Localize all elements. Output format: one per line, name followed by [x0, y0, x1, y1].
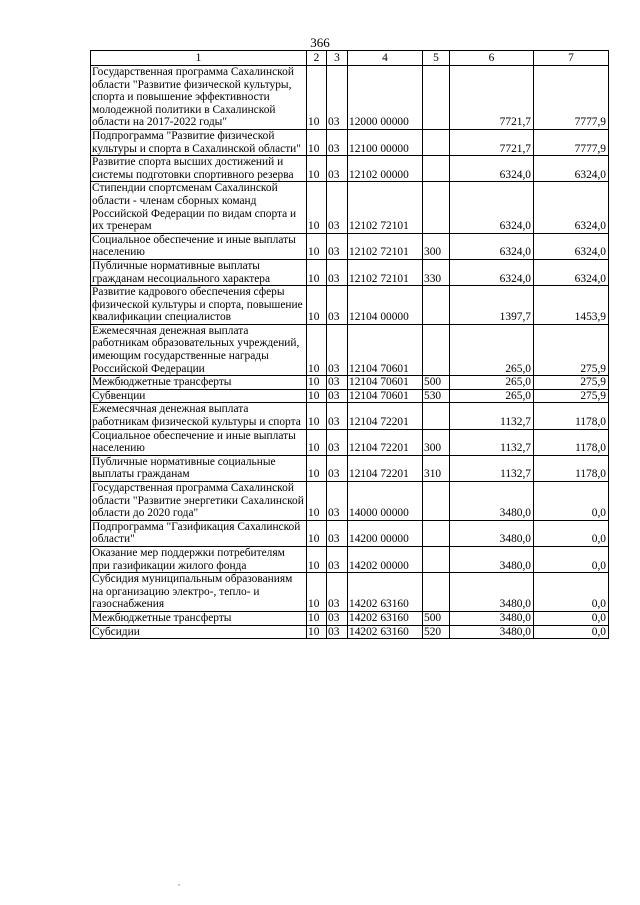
table-row [91, 520, 609, 546]
row-subsection: 03 [327, 233, 348, 259]
page-number: 366 [310, 35, 330, 50]
row-name: Межбюджетные трансферты [91, 376, 307, 390]
row-section: 10 [307, 66, 327, 130]
row-target-article: 12102 72101 [348, 233, 423, 259]
table-row [91, 403, 609, 429]
row-amount-col7: 7777,9 [534, 66, 609, 130]
row-section: 10 [307, 520, 327, 546]
row-expense-type: 300 [423, 233, 450, 259]
row-amount-col6: 3480,0 [450, 482, 534, 521]
header-row [91, 51, 609, 66]
row-expense-type [423, 546, 450, 572]
column-header: 4 [348, 51, 423, 66]
column-header: 1 [91, 51, 307, 66]
row-amount-col6: 1132,7 [450, 403, 534, 429]
row-section: 10 [307, 129, 327, 155]
row-amount-col6: 1132,7 [450, 429, 534, 455]
column-header: 2 [307, 51, 327, 66]
row-expense-type [423, 182, 450, 233]
row-amount-col7: 0,0 [534, 611, 609, 625]
row-section: 10 [307, 455, 327, 481]
table-body [91, 66, 609, 639]
row-amount-col7: 6324,0 [534, 156, 609, 182]
row-amount-col7: 0,0 [534, 520, 609, 546]
row-expense-type [423, 403, 450, 429]
row-name: Субсидии [91, 625, 307, 639]
row-subsection: 03 [327, 129, 348, 155]
row-expense-type: 530 [423, 389, 450, 403]
row-amount-col6: 7721,7 [450, 66, 534, 130]
table-row [91, 376, 609, 390]
row-name: Стипендии спортсменам Сахалинской области - членам сборных команд Российской Федерации по видам спорта и их тренерам [91, 182, 307, 233]
row-name: Развитие спорта высших достижений и системы подготовки спортивного резерва [91, 156, 307, 182]
row-target-article: 12100 00000 [348, 129, 423, 155]
row-amount-col6: 3480,0 [450, 520, 534, 546]
row-name: Социальное обеспечение и иные выплаты населению [91, 429, 307, 455]
row-name: Государственная программа Сахалинской области "Развитие физической культуры, спорта и повышение эффективности молодежной политики в Сахалинской области на 2017-2022 годы" [91, 66, 307, 130]
row-subsection: 03 [327, 429, 348, 455]
row-name: Социальное обеспечение и иные выплаты населению [91, 233, 307, 259]
row-subsection: 03 [327, 156, 348, 182]
row-amount-col6: 3480,0 [450, 611, 534, 625]
column-header: 7 [534, 51, 609, 66]
row-section: 10 [307, 182, 327, 233]
table-row [91, 182, 609, 233]
table-row [91, 66, 609, 130]
row-subsection: 03 [327, 259, 348, 285]
row-name: Развитие кадрового обеспечения сферы физической культуры и спорта, повышение квалификации специалистов [91, 286, 307, 325]
row-expense-type [423, 66, 450, 130]
row-section: 10 [307, 546, 327, 572]
row-name: Публичные нормативные социальные выплаты гражданам [91, 455, 307, 481]
row-name: Оказание мер поддержки потребителям при газификации жилого фонда [91, 546, 307, 572]
row-target-article: 12104 70601 [348, 376, 423, 390]
row-amount-col7: 7777,9 [534, 129, 609, 155]
row-amount-col7: 6324,0 [534, 259, 609, 285]
table-row [91, 429, 609, 455]
table-row [91, 625, 609, 639]
row-name: Подпрограмма "Развитие физической культуры и спорта в Сахалинской области" [91, 129, 307, 155]
row-amount-col6: 3480,0 [450, 625, 534, 639]
row-amount-col7: 6324,0 [534, 182, 609, 233]
row-name: Ежемесячная денежная выплата работникам физической культуры и спорта [91, 403, 307, 429]
row-section: 10 [307, 611, 327, 625]
table-row [91, 546, 609, 572]
budget-table [90, 50, 609, 639]
row-expense-type [423, 482, 450, 521]
row-section: 10 [307, 482, 327, 521]
row-amount-col7: 0,0 [534, 573, 609, 612]
row-subsection: 03 [327, 376, 348, 390]
row-section: 10 [307, 259, 327, 285]
table-row [91, 455, 609, 481]
row-section: 10 [307, 233, 327, 259]
row-expense-type: 520 [423, 625, 450, 639]
table-row [91, 573, 609, 612]
table-row [91, 259, 609, 285]
row-expense-type: 500 [423, 611, 450, 625]
table-row [91, 389, 609, 403]
row-expense-type: 330 [423, 259, 450, 285]
row-amount-col6: 6324,0 [450, 182, 534, 233]
row-amount-col6: 1397,7 [450, 286, 534, 325]
row-subsection: 03 [327, 625, 348, 639]
row-target-article: 14202 63160 [348, 611, 423, 625]
row-section: 10 [307, 376, 327, 390]
row-amount-col7: 275,9 [534, 324, 609, 375]
row-amount-col7: 1178,0 [534, 455, 609, 481]
row-section: 10 [307, 389, 327, 403]
row-target-article: 12102 00000 [348, 156, 423, 182]
row-expense-type: 500 [423, 376, 450, 390]
row-expense-type [423, 520, 450, 546]
column-header: 6 [450, 51, 534, 66]
row-amount-col6: 6324,0 [450, 259, 534, 285]
row-name: Ежемесячная денежная выплата работникам образовательных учреждений, имеющим государственные награды Российской Федерации [91, 324, 307, 375]
row-name: Государственная программа Сахалинской области "Развитие энергетики Сахалинской области до 2020 года" [91, 482, 307, 521]
row-amount-col6: 6324,0 [450, 156, 534, 182]
row-target-article: 12102 72101 [348, 259, 423, 285]
row-target-article: 14202 63160 [348, 573, 423, 612]
row-target-article: 14200 00000 [348, 520, 423, 546]
row-amount-col6: 265,0 [450, 389, 534, 403]
row-amount-col6: 265,0 [450, 324, 534, 375]
row-target-article: 12104 72201 [348, 429, 423, 455]
table-row [91, 129, 609, 155]
row-subsection: 03 [327, 455, 348, 481]
row-target-article: 14202 00000 [348, 546, 423, 572]
row-amount-col7: 0,0 [534, 625, 609, 639]
row-section: 10 [307, 429, 327, 455]
row-expense-type [423, 286, 450, 325]
row-target-article: 12104 72201 [348, 455, 423, 481]
row-amount-col7: 0,0 [534, 546, 609, 572]
row-target-article: 14202 63160 [348, 625, 423, 639]
row-subsection: 03 [327, 573, 348, 612]
row-section: 10 [307, 625, 327, 639]
row-target-article: 12000 00000 [348, 66, 423, 130]
table-row [91, 324, 609, 375]
row-subsection: 03 [327, 403, 348, 429]
table-row [91, 233, 609, 259]
row-subsection: 03 [327, 324, 348, 375]
table-row [91, 156, 609, 182]
row-amount-col6: 3480,0 [450, 546, 534, 572]
row-amount-col6: 3480,0 [450, 573, 534, 612]
row-section: 10 [307, 573, 327, 612]
row-subsection: 03 [327, 546, 348, 572]
row-target-article: 12104 70601 [348, 324, 423, 375]
row-amount-col6: 7721,7 [450, 129, 534, 155]
row-section: 10 [307, 403, 327, 429]
row-name: Субвенции [91, 389, 307, 403]
row-expense-type [423, 156, 450, 182]
row-expense-type [423, 324, 450, 375]
row-target-article: 12104 70601 [348, 389, 423, 403]
row-name: Публичные нормативные выплаты гражданам несоциального характера [91, 259, 307, 285]
row-name: Подпрограмма "Газификация Сахалинской области" [91, 520, 307, 546]
row-expense-type: 300 [423, 429, 450, 455]
table-row [91, 611, 609, 625]
table-row [91, 482, 609, 521]
row-subsection: 03 [327, 482, 348, 521]
row-subsection: 03 [327, 182, 348, 233]
row-amount-col7: 1178,0 [534, 403, 609, 429]
row-name: Субсидия муниципальным образованиям на организацию электро-, тепло- и газоснабжения [91, 573, 307, 612]
row-target-article: 12104 72201 [348, 403, 423, 429]
row-section: 10 [307, 324, 327, 375]
table-row [91, 286, 609, 325]
row-amount-col6: 6324,0 [450, 233, 534, 259]
column-header: 5 [423, 51, 450, 66]
row-name: Межбюджетные трансферты [91, 611, 307, 625]
row-amount-col7: 1453,9 [534, 286, 609, 325]
row-subsection: 03 [327, 66, 348, 130]
row-subsection: 03 [327, 286, 348, 325]
scan-speck [178, 884, 180, 886]
row-amount-col6: 265,0 [450, 376, 534, 390]
row-amount-col7: 1178,0 [534, 429, 609, 455]
row-subsection: 03 [327, 389, 348, 403]
column-header: 3 [327, 51, 348, 66]
row-target-article: 12102 72101 [348, 182, 423, 233]
row-amount-col7: 6324,0 [534, 233, 609, 259]
row-section: 10 [307, 156, 327, 182]
row-expense-type [423, 129, 450, 155]
row-expense-type [423, 573, 450, 612]
row-target-article: 14000 00000 [348, 482, 423, 521]
row-amount-col6: 1132,7 [450, 455, 534, 481]
row-subsection: 03 [327, 520, 348, 546]
row-amount-col7: 0,0 [534, 482, 609, 521]
row-expense-type: 310 [423, 455, 450, 481]
row-amount-col7: 275,9 [534, 376, 609, 390]
row-subsection: 03 [327, 611, 348, 625]
row-section: 10 [307, 286, 327, 325]
row-target-article: 12104 00000 [348, 286, 423, 325]
row-amount-col7: 275,9 [534, 389, 609, 403]
